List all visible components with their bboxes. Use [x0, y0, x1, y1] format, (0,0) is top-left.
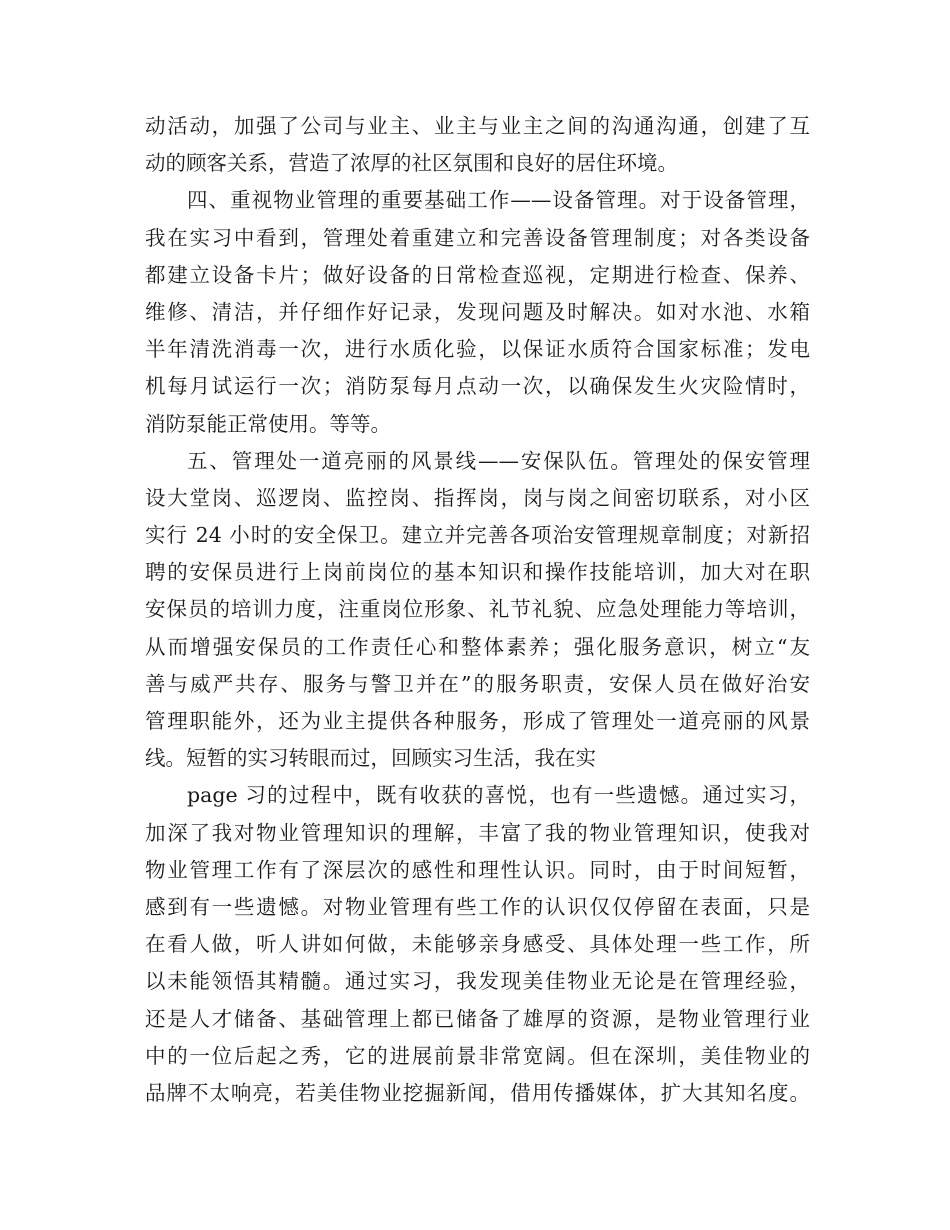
text-line: 实行 24 小时的安全保卫。建立并完善各项治安管理规章制度；对新招	[145, 523, 810, 548]
text-line: 从而增强安保员的工作责任心和整体素养；强化服务意识，树立“友	[145, 634, 810, 659]
text-line: 品牌不太响亮，若美佳物业挖掘新闻，借用传播媒体，扩大其知名度。	[145, 1080, 810, 1105]
paragraph-start-line: 五、管理处一道亮丽的风景线——安保队伍。管理处的保安管理	[187, 448, 810, 473]
text-line: 维修、清洁，并仔细作好记录，发现问题及时解决。如对水池、水箱	[145, 299, 810, 324]
text-line: 动活动，加强了公司与业主、业主与业主之间的沟通沟通，创建了互	[145, 114, 810, 138]
text-line: 我在实习中看到，管理处着重建立和完善设备管理制度；对各类设备	[145, 225, 810, 250]
text-line: 动的顾客关系，营造了浓厚的社区氛围和良好的居住环境。	[145, 151, 678, 176]
text-line: 中的一位后起之秀，它的进展前景非常宽阔。但在深圳，美佳物业的	[145, 1043, 810, 1068]
text-line: 都建立设备卡片；做好设备的日常检查巡视，定期进行检查、保养、	[145, 262, 810, 287]
text-line: 安保员的培训力度，注重岗位形象、礼节礼貌、应急处理能力等培训，	[145, 597, 810, 622]
text-line: 以未能领悟其精髓。通过实习，我发现美佳物业无论是在管理经验，	[145, 969, 810, 994]
text-line: 管理职能外，还为业主提供各种服务，形成了管理处一道亮丽的风景	[145, 709, 810, 733]
text-line: 在看人做，听人讲如何做，未能够亲身感受、具体处理一些工作，所	[145, 932, 810, 957]
text-line: 善与威严共存、服务与警卫并在”的服务职责，安保人员在做好治安	[145, 671, 810, 696]
paragraph-start-line: page 习的过程中，既有收获的喜悦，也有一些遗憾。通过实习，	[187, 783, 810, 808]
text-line: 聘的安保员进行上岗前岗位的基本知识和操作技能培训，加大对在职	[145, 560, 810, 585]
text-line: 还是人才储备、基础管理上都已储备了雄厚的资源，是物业管理行业	[145, 1006, 810, 1031]
text-line: 机每月试运行一次；消防泵每月点动一次，以确保发生火灾险情时，	[145, 374, 810, 399]
text-line: 半年清洗消毒一次，进行水质化验，以保证水质符合国家标准；发电	[145, 337, 810, 362]
text-line: 加深了我对物业管理知识的理解，丰富了我的物业管理知识，使我对	[145, 820, 810, 845]
text-line: 设大堂岗、巡逻岗、监控岗、指挥岗，岗与岗之间密切联系，对小区	[145, 485, 810, 510]
body-text	[145, 108, 810, 1112]
text-line: 线。短暂的实习转眼而过，回顾实习生活，我在实	[145, 746, 596, 771]
text-line: 感到有一些遗憾。对物业管理有些工作的认识仅仅停留在表面，只是	[145, 894, 810, 919]
text-line: 消防泵能正常使用。等等。	[145, 411, 391, 436]
text-line: 物业管理工作有了深层次的感性和理性认识。同时，由于时间短暂，	[145, 857, 810, 882]
paragraph-start-line: 四、重视物业管理的重要基础工作——设备管理。对于设备管理，	[187, 188, 810, 213]
